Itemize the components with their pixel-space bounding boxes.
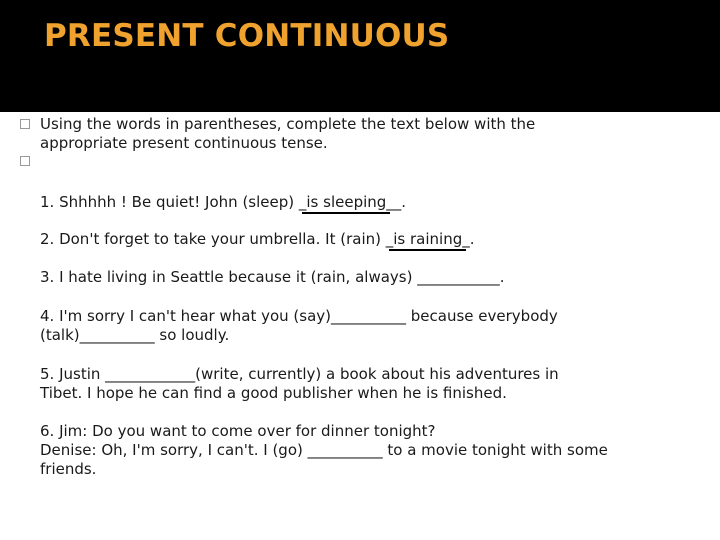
item-2-prompt: 2. Don't forget to take your umbrella. It (rain) _: [40, 230, 394, 248]
item-2-answer: is raining: [393, 230, 463, 248]
exercise-item-6: [40, 422, 680, 479]
item-5-line-2: Tibet. I hope he can find a good publisher when he is finished.: [40, 384, 507, 402]
instruction-line-2: appropriate present continuous tense.: [40, 134, 328, 152]
item-1-answer: is sleeping: [306, 193, 387, 211]
exercise-item-2: [40, 230, 680, 249]
bullet-icon: [20, 156, 30, 166]
page-title: PRESENT CONTINUOUS: [44, 18, 450, 54]
title-bar: [0, 0, 720, 112]
item-4-line-1: 4. I'm sorry I can't hear what you (say)__________ because everybody: [40, 307, 558, 325]
item-1-end: __.: [386, 193, 407, 211]
item-4-line-2: (talk)__________ so loudly.: [40, 326, 230, 344]
exercise-item-5: [40, 365, 680, 403]
item-3-line-1: 3. I hate living in Seattle because it (rain, always) ___________.: [40, 268, 505, 286]
item-6-line-1: 6. Jim: Do you want to come over for dinner tonight?: [40, 422, 436, 440]
item-6-line-3: friends.: [40, 460, 97, 478]
exercise-item-4: [40, 307, 680, 345]
instruction-line-1: Using the words in parentheses, complete the text below with the: [40, 115, 536, 133]
exercise-item-3: [40, 268, 680, 287]
bullet-icon: [20, 119, 30, 129]
item-5-line-1: 5. Justin ____________(write, currently) a book about his adventures in: [40, 365, 559, 383]
item-2-end: _.: [462, 230, 475, 248]
item-1-prompt: 1. Shhhhh ! Be quiet! John (sleep) _: [40, 193, 307, 211]
instruction-text: [40, 115, 640, 153]
item-6-line-2: Denise: Oh, I'm sorry, I can't. I (go) __________ to a movie tonight with some: [40, 441, 608, 459]
exercise-item-1: [40, 193, 680, 212]
